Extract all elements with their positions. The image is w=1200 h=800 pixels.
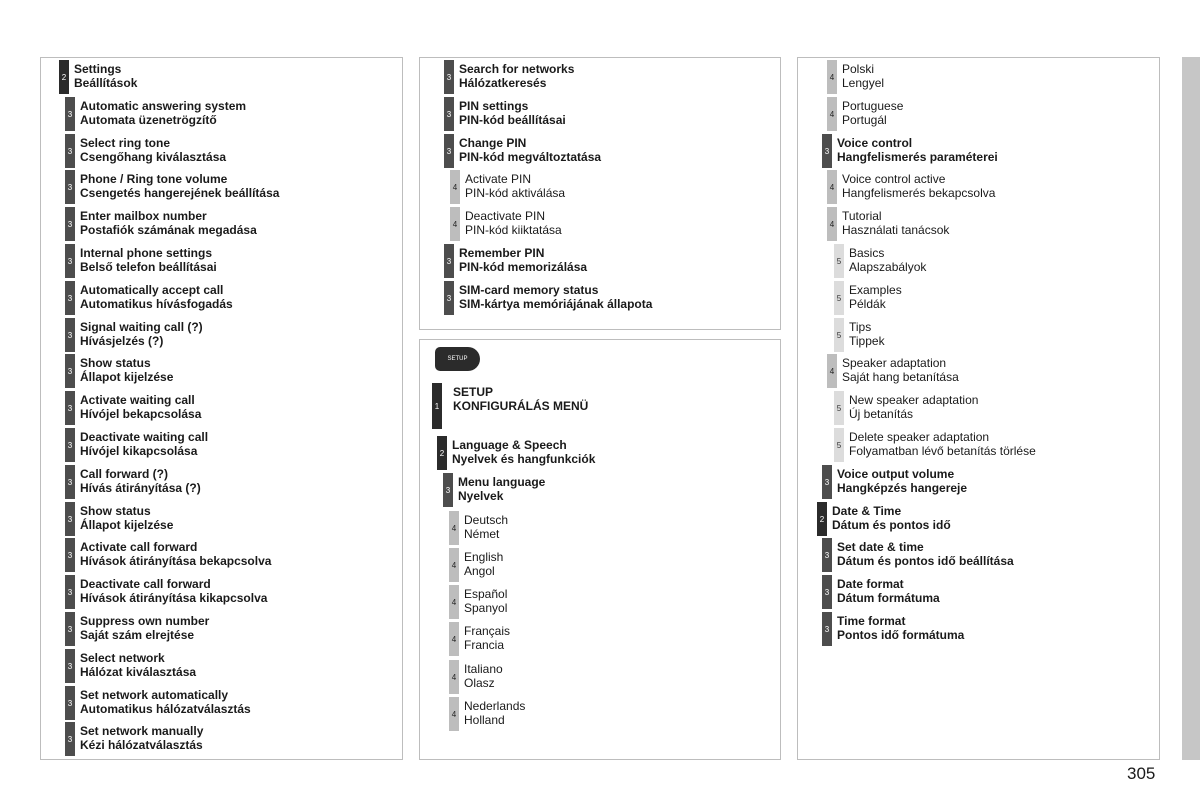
level-marker: 3 <box>444 244 454 278</box>
entry-label-hungarian: Hangfelismerés paraméterei <box>837 150 998 164</box>
entry-label-english: Date format <box>837 577 904 591</box>
level-marker: 3 <box>443 473 453 507</box>
entry-label-english: Set network automatically <box>80 688 229 702</box>
level-marker: 3 <box>65 538 75 572</box>
entry-label-hungarian: Hívások átirányítása kikapcsolva <box>80 591 268 605</box>
level-marker: 4 <box>449 548 459 582</box>
entry-label-english: Change PIN <box>459 136 527 150</box>
level-marker: 4 <box>449 697 459 731</box>
entry-label-hungarian: Saját hang betanítása <box>842 370 959 384</box>
entry-label-hungarian: Állapot kijelzése <box>80 370 174 384</box>
entry-label-hungarian: Hívások átirányítása bekapcsolva <box>80 554 272 568</box>
level-marker: 3 <box>65 134 75 168</box>
entry-label-english: Italiano <box>464 662 503 676</box>
level-marker: 4 <box>827 207 837 241</box>
entry-label-hungarian: Automatikus hívásfogadás <box>80 297 233 311</box>
entry-label-english: Tutorial <box>842 209 882 223</box>
entry-label-english: Remember PIN <box>459 246 545 260</box>
entry-label-english: Voice control <box>837 136 913 150</box>
setup-icon-label: SETUP <box>447 356 468 362</box>
level-marker: 4 <box>827 60 837 94</box>
entry-label-hungarian: Hangfelismerés bekapcsolva <box>842 186 996 200</box>
entry-label-english: PIN settings <box>459 99 529 113</box>
entry-label-hungarian: SIM-kártya memóriájának állapota <box>459 297 653 311</box>
entry-label-english: Set date & time <box>837 540 924 554</box>
level-marker: 4 <box>827 97 837 131</box>
level-marker: 4 <box>449 585 459 619</box>
entry-label-hungarian: PIN-kód beállításai <box>459 113 566 127</box>
entry-label-hungarian: Használati tanácsok <box>842 223 950 237</box>
setup-button-icon <box>435 347 480 371</box>
level-marker: 4 <box>449 511 459 545</box>
entry-label-english: Deactivate call forward <box>80 577 211 591</box>
level-marker: 3 <box>65 354 75 388</box>
entry-label-english: Tips <box>849 320 872 334</box>
entry-label-hungarian: Alapszabályok <box>849 260 927 274</box>
level-marker: 3 <box>444 60 454 94</box>
entry-label-hungarian: Csengőhang kiválasztása <box>80 150 227 164</box>
level-marker: 3 <box>65 244 75 278</box>
level-marker: 3 <box>65 502 75 536</box>
level-marker: 5 <box>834 391 844 425</box>
level-marker: 4 <box>449 660 459 694</box>
entry-label-hungarian: Kézi hálózatválasztás <box>80 738 203 752</box>
level-marker: 4 <box>449 622 459 656</box>
entry-label-english: Voice control active <box>842 172 946 186</box>
entry-label-english: Set network manually <box>80 724 204 738</box>
entry-label-hungarian: Belső telefon beállításai <box>80 260 217 274</box>
entry-label-hungarian: Hívójel bekapcsolása <box>80 407 202 421</box>
entry-label-english: Search for networks <box>459 62 575 76</box>
entry-label-english: New speaker adaptation <box>849 393 979 407</box>
entry-label-hungarian: Folyamatban lévő betanítás törlése <box>849 444 1036 458</box>
entry-label-english: Time format <box>837 614 906 628</box>
entry-label-hungarian: Beállítások <box>74 76 138 90</box>
entry-label-hungarian: Példák <box>849 297 886 311</box>
entry-label-english: Deutsch <box>464 513 509 527</box>
level-marker: 3 <box>65 686 75 720</box>
entry-label-english: Automatically accept call <box>80 283 224 297</box>
entry-label-english: SETUP <box>453 385 494 399</box>
level-marker: 3 <box>822 465 832 499</box>
entry-label-hungarian: Hívás átirányítása (?) <box>80 481 201 495</box>
entry-label-hungarian: PIN-kód aktiválása <box>465 186 566 200</box>
level-marker: 3 <box>65 649 75 683</box>
level-marker: 2 <box>817 502 827 536</box>
entry-label-hungarian: PIN-kód megváltoztatása <box>459 150 602 164</box>
entry-label-hungarian: KONFIGURÁLÁS MENÜ <box>453 399 589 413</box>
level-marker: 3 <box>65 391 75 425</box>
entry-label-english: Signal waiting call (?) <box>80 320 203 334</box>
entry-label-hungarian: Hívásjelzés (?) <box>80 334 164 348</box>
entry-label-hungarian: Nyelvek és hangfunkciók <box>452 452 596 466</box>
entry-label-hungarian: Német <box>464 527 500 541</box>
entry-label-hungarian: Dátum és pontos idő beállítása <box>837 554 1014 568</box>
entry-label-english: Delete speaker adaptation <box>849 430 990 444</box>
level-marker: 3 <box>444 134 454 168</box>
entry-label-hungarian: Tippek <box>849 334 885 348</box>
level-marker: 3 <box>444 281 454 315</box>
level-marker: 3 <box>65 170 75 204</box>
entry-label-hungarian: Nyelvek <box>458 489 504 503</box>
entry-label-english: Enter mailbox number <box>80 209 207 223</box>
entry-label-hungarian: Automata üzenetrögzítő <box>80 113 217 127</box>
entry-label-english: Examples <box>849 283 902 297</box>
level-marker: 4 <box>450 170 460 204</box>
level-marker: 3 <box>65 722 75 756</box>
entry-label-hungarian: Olasz <box>464 676 495 690</box>
entry-label-hungarian: Spanyol <box>464 601 508 615</box>
entry-label-english: Deactivate waiting call <box>80 430 209 444</box>
entry-label-english: Show status <box>80 504 151 518</box>
level-marker: 2 <box>59 60 69 94</box>
entry-label-english: Basics <box>849 246 885 260</box>
entry-label-hungarian: Hangképzés hangereje <box>837 481 968 495</box>
entry-label-hungarian: Lengyel <box>842 76 885 90</box>
entry-label-english: Activate waiting call <box>80 393 195 407</box>
entry-label-hungarian: Hálózatkeresés <box>459 76 547 90</box>
entry-label-hungarian: Új betanítás <box>849 407 914 421</box>
level-marker: 3 <box>65 207 75 241</box>
entry-label-english: Español <box>464 587 508 601</box>
entry-label-hungarian: Angol <box>464 564 495 578</box>
entry-label-english: Call forward (?) <box>80 467 169 481</box>
entry-label-hungarian: Hívójel kikapcsolása <box>80 444 198 458</box>
entry-label-english: Français <box>464 624 511 638</box>
entry-label-hungarian: Saját szám elrejtése <box>80 628 195 642</box>
entry-label-english: Speaker adaptation <box>842 356 947 370</box>
level-marker: 3 <box>822 612 832 646</box>
level-marker: 3 <box>822 134 832 168</box>
entry-label-english: Activate call forward <box>80 540 198 554</box>
level-marker: 5 <box>834 281 844 315</box>
entry-label-english: SIM-card memory status <box>459 283 599 297</box>
level-marker: 4 <box>827 354 837 388</box>
entry-label-english: Show status <box>80 356 151 370</box>
level-marker: 3 <box>822 538 832 572</box>
entry-label-english: Suppress own number <box>80 614 210 628</box>
level-marker: 3 <box>65 612 75 646</box>
page-edge-tab <box>1182 57 1200 760</box>
entry-label-english: Portuguese <box>842 99 904 113</box>
level-marker: 3 <box>65 575 75 609</box>
entry-label-english: Automatic answering system <box>80 99 247 113</box>
entry-label-english: Menu language <box>458 475 546 489</box>
level-marker: 5 <box>834 318 844 352</box>
entry-label-hungarian: Csengetés hangerejének beállítása <box>80 186 280 200</box>
level-marker: 2 <box>437 436 447 470</box>
entry-label-english: Date & Time <box>832 504 902 518</box>
entry-label-hungarian: Pontos idő formátuma <box>837 628 965 642</box>
entry-label-hungarian: Hálózat kiválasztása <box>80 665 197 679</box>
level-marker: 5 <box>834 244 844 278</box>
entry-label-hungarian: Dátum formátuma <box>837 591 940 605</box>
page-number: 305 <box>1127 764 1156 783</box>
entry-label-hungarian: Automatikus hálózatválasztás <box>80 702 251 716</box>
entry-label-hungarian: PIN-kód kiiktatása <box>465 223 562 237</box>
entry-label-english: English <box>464 550 504 564</box>
entry-label-hungarian: Postafiók számának megadása <box>80 223 257 237</box>
level-marker: 3 <box>822 575 832 609</box>
entry-label-english: Language & Speech <box>452 438 567 452</box>
entry-label-hungarian: Francia <box>464 638 505 652</box>
entry-label-hungarian: Holland <box>464 713 505 727</box>
entry-label-english: Deactivate PIN <box>465 209 546 223</box>
entry-label-english: Activate PIN <box>465 172 532 186</box>
entry-label-hungarian: Dátum és pontos idő <box>832 518 951 532</box>
entry-label-hungarian: Állapot kijelzése <box>80 518 174 532</box>
level-marker: 3 <box>65 318 75 352</box>
entry-label-english: Polski <box>842 62 875 76</box>
entry-label-english: Phone / Ring tone volume <box>80 172 228 186</box>
level-marker: 3 <box>444 97 454 131</box>
level-marker: 3 <box>65 97 75 131</box>
level-marker: 3 <box>65 281 75 315</box>
entry-label-hungarian: Portugál <box>842 113 887 127</box>
entry-label-hungarian: PIN-kód memorizálása <box>459 260 588 274</box>
level-marker: 4 <box>450 207 460 241</box>
level-marker: 3 <box>65 428 75 462</box>
level-marker: 1 <box>432 383 442 429</box>
level-marker: 5 <box>834 428 844 462</box>
level-marker: 3 <box>65 465 75 499</box>
entry-label-english: Voice output volume <box>837 467 955 481</box>
level-marker: 4 <box>827 170 837 204</box>
entry-label-english: Settings <box>74 62 122 76</box>
entry-label-english: Select network <box>80 651 165 665</box>
entry-label-english: Select ring tone <box>80 136 171 150</box>
entry-label-english: Internal phone settings <box>80 246 213 260</box>
entry-label-english: Nederlands <box>464 699 526 713</box>
